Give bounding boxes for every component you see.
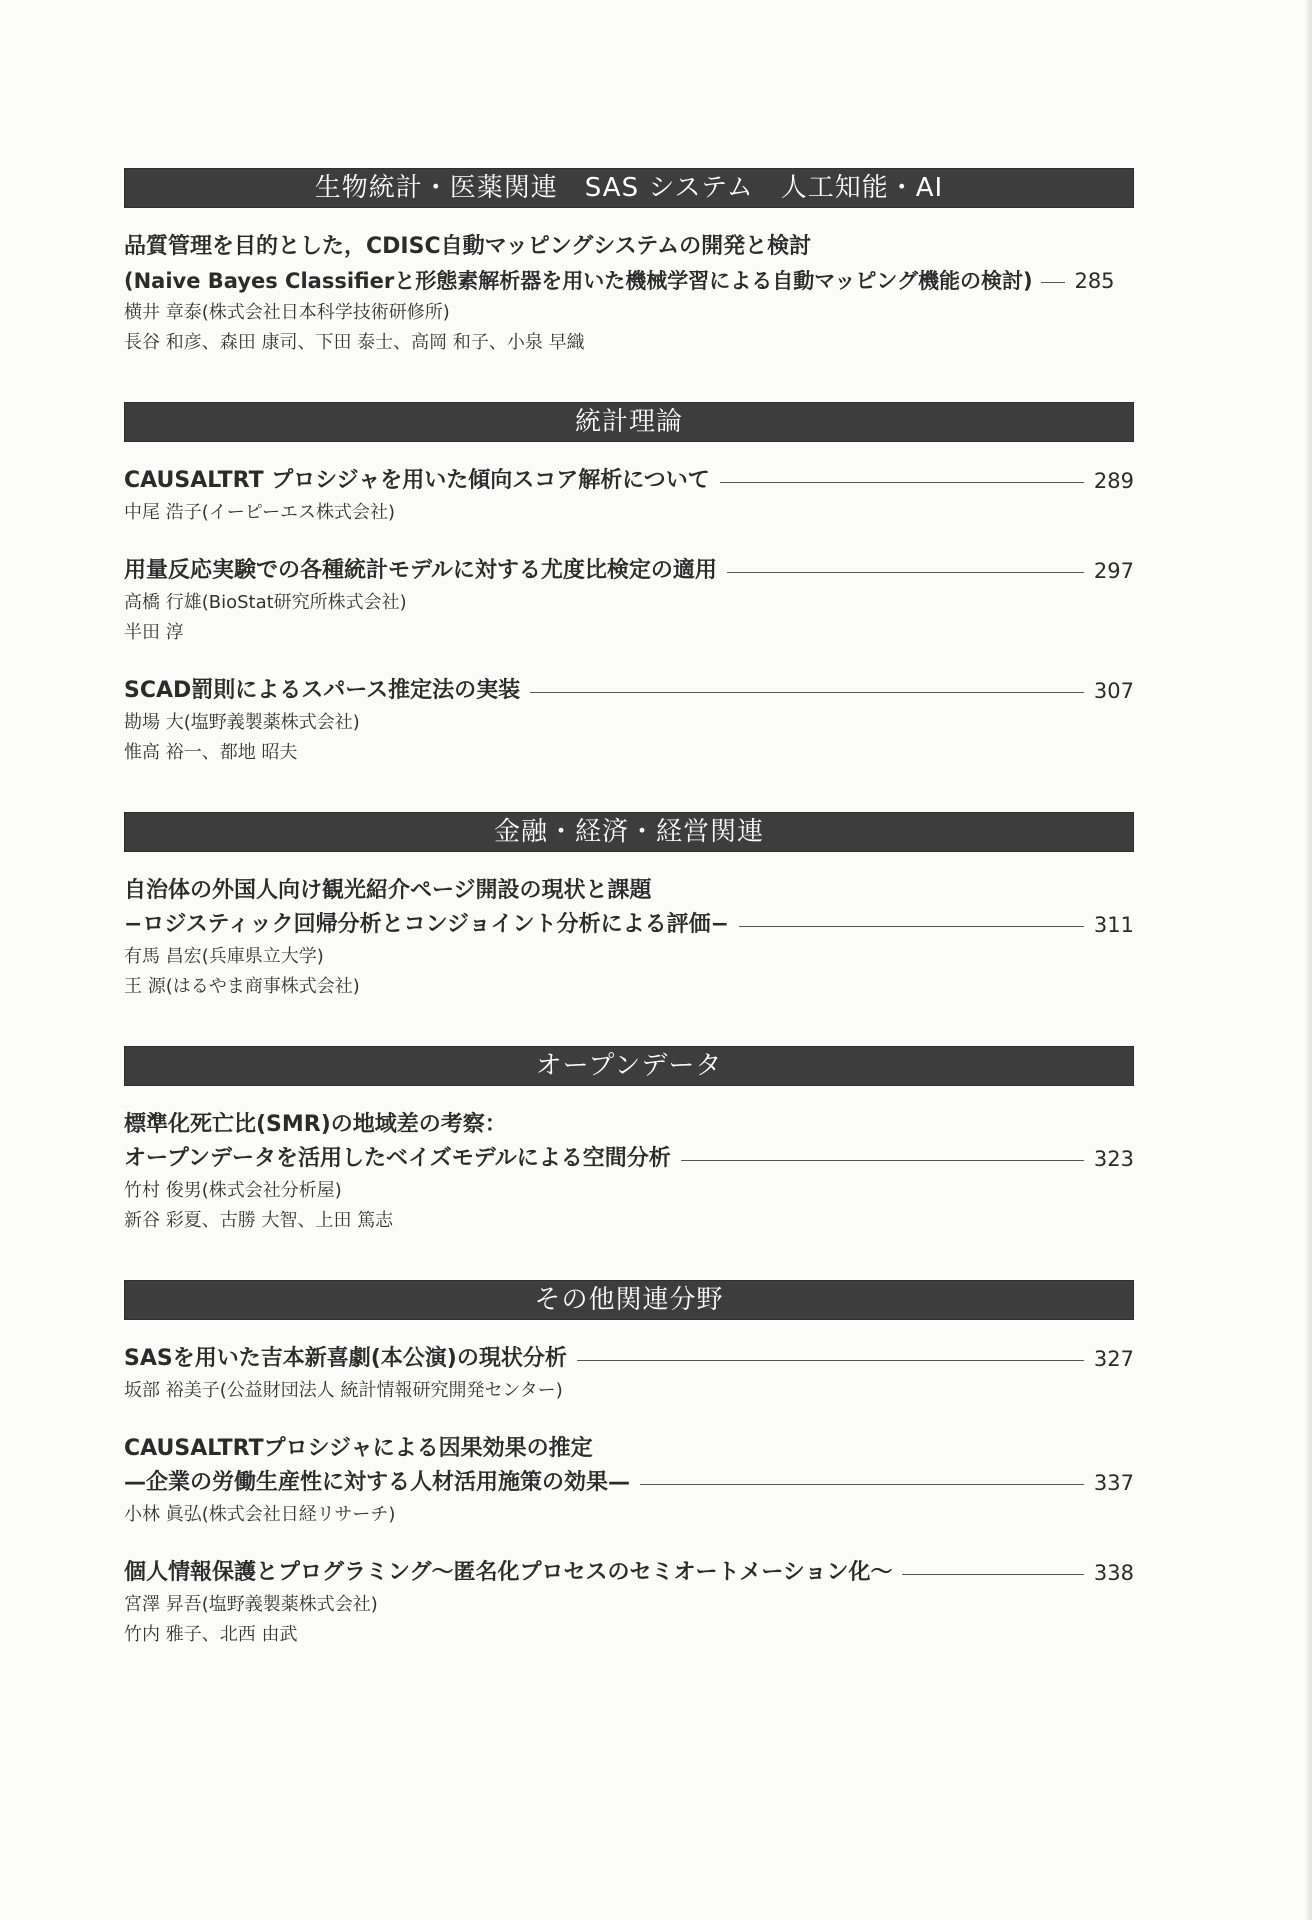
dot-leader <box>739 926 1084 927</box>
entry-title-line <box>124 674 1134 708</box>
dot-leader <box>902 1574 1084 1575</box>
entry-title-line <box>124 1342 1134 1376</box>
toc-entry[interactable] <box>124 674 1134 768</box>
entry-subtitle: (Naive Bayes Classifierと形態素解析器を用いた機械学習による自動マッピング機能の検討) <box>124 269 1033 293</box>
page-number: 327 <box>1093 1347 1134 1371</box>
entry-title: 個人情報保護とプログラミング〜匿名化プロセスのセミオートメーション化〜 <box>124 1560 893 1585</box>
toc-entry[interactable] <box>124 1432 1134 1530</box>
page-number: 297 <box>1093 559 1134 583</box>
entry-subtitle: —企業の労働生産性に対する人材活用施策の効果— <box>124 1470 631 1495</box>
entry-title: SCAD罰則によるスパース推定法の実装 <box>124 678 521 703</box>
toc-section <box>124 1046 1134 1236</box>
entry-title-line <box>124 1108 1134 1142</box>
entry-title-line <box>124 264 1134 298</box>
toc-entry[interactable] <box>124 1556 1134 1650</box>
page-number: 323 <box>1093 1147 1134 1171</box>
entry-title: SASを用いた吉本新喜劇(本公演)の現状分析 <box>124 1346 567 1371</box>
page-number: 338 <box>1093 1561 1134 1585</box>
entry-coauthors: 長谷 和彦、森田 康司、下田 泰士、高岡 和子、小泉 早織 <box>124 332 585 353</box>
section-heading: 統計理論 <box>124 402 1134 442</box>
toc-entry[interactable] <box>124 1108 1134 1236</box>
entry-title: CAUSALTRTプロシジャによる因果効果の推定 <box>124 1436 593 1461</box>
page-number: 285 <box>1074 269 1115 293</box>
entry-author: 横井 章泰(株式会社日本科学技術研修所) <box>124 302 450 323</box>
page-number: 307 <box>1093 679 1134 703</box>
section-heading: 生物統計・医薬関連 SAS システム 人工知能・AI <box>124 168 1134 208</box>
entry-title-line <box>124 464 1134 498</box>
entry-author: 宮澤 昇吾(塩野義製薬株式会社) <box>124 1594 378 1615</box>
toc-section <box>124 168 1134 358</box>
toc-entry[interactable] <box>124 554 1134 648</box>
entry-title-line <box>124 1142 1134 1176</box>
toc-section <box>124 812 1134 1002</box>
entry-title-line <box>124 230 1134 264</box>
section-heading: 金融・経済・経営関連 <box>124 812 1134 852</box>
entry-title-line <box>124 1466 1134 1500</box>
toc-section <box>124 402 1134 768</box>
entry-title: CAUSALTRT プロシジャを用いた傾向スコア解析について <box>124 468 710 493</box>
entry-title-line <box>124 908 1134 942</box>
dot-leader <box>727 572 1084 573</box>
toc-entry[interactable] <box>124 464 1134 528</box>
dot-leader <box>640 1484 1084 1485</box>
entry-author: 高橋 行雄(BioStat研究所株式会社) <box>124 592 407 613</box>
entry-author: 小林 眞弘(株式会社日経リサーチ) <box>124 1504 396 1525</box>
toc-section <box>124 1280 1134 1650</box>
page-edge-shadow <box>1306 0 1312 1920</box>
entry-subtitle: オープンデータを活用したベイズモデルによる空間分析 <box>124 1146 671 1171</box>
section-heading: その他関連分野 <box>124 1280 1134 1320</box>
entry-coauthors: 惟高 裕一、都地 昭夫 <box>124 742 298 763</box>
dot-leader <box>1041 282 1065 283</box>
dot-leader <box>577 1360 1084 1361</box>
entry-author: 坂部 裕美子(公益財団法人 統計情報研究開発センター) <box>124 1380 563 1401</box>
section-heading: オープンデータ <box>124 1046 1134 1086</box>
entry-coauthors: 竹内 雅子、北西 由武 <box>124 1624 298 1645</box>
toc-entry[interactable] <box>124 230 1134 358</box>
dot-leader <box>720 482 1084 483</box>
entry-author: 勘場 大(塩野義製薬株式会社) <box>124 712 360 733</box>
entry-author: 竹村 俊男(株式会社分析屋) <box>124 1180 342 1201</box>
entry-title-line <box>124 1432 1134 1466</box>
entry-title: 品質管理を目的とした，CDISC自動マッピングシステムの開発と検討 <box>124 234 812 259</box>
entry-author: 有馬 昌宏(兵庫県立大学) <box>124 946 324 967</box>
entry-title-line <box>124 554 1134 588</box>
dot-leader <box>681 1160 1084 1161</box>
entry-coauthors: 王 源(はるやま商事株式会社) <box>124 976 360 997</box>
table-of-contents <box>124 168 1134 1694</box>
page-number: 311 <box>1093 913 1134 937</box>
entry-title: 用量反応実験での各種統計モデルに対する尤度比検定の適用 <box>124 558 717 583</box>
entry-title: 標準化死亡比(SMR)の地域差の考察： <box>124 1112 507 1137</box>
page-number: 337 <box>1093 1471 1134 1495</box>
entry-coauthors: 新谷 彩夏、古勝 大智、上田 篤志 <box>124 1210 394 1231</box>
entry-title-line <box>124 1556 1134 1590</box>
entry-title-line <box>124 874 1134 908</box>
entry-title: 自治体の外国人向け観光紹介ページ開設の現状と課題 <box>124 878 652 903</box>
entry-author: 中尾 浩子(イーピーエス株式会社) <box>124 502 396 523</box>
toc-entry[interactable] <box>124 1342 1134 1406</box>
entry-coauthors: 半田 淳 <box>124 622 184 643</box>
page-number: 289 <box>1093 469 1134 493</box>
toc-entry[interactable] <box>124 874 1134 1002</box>
dot-leader <box>530 692 1084 693</box>
entry-subtitle: −ロジスティック回帰分析とコンジョイント分析による評価− <box>124 912 730 937</box>
